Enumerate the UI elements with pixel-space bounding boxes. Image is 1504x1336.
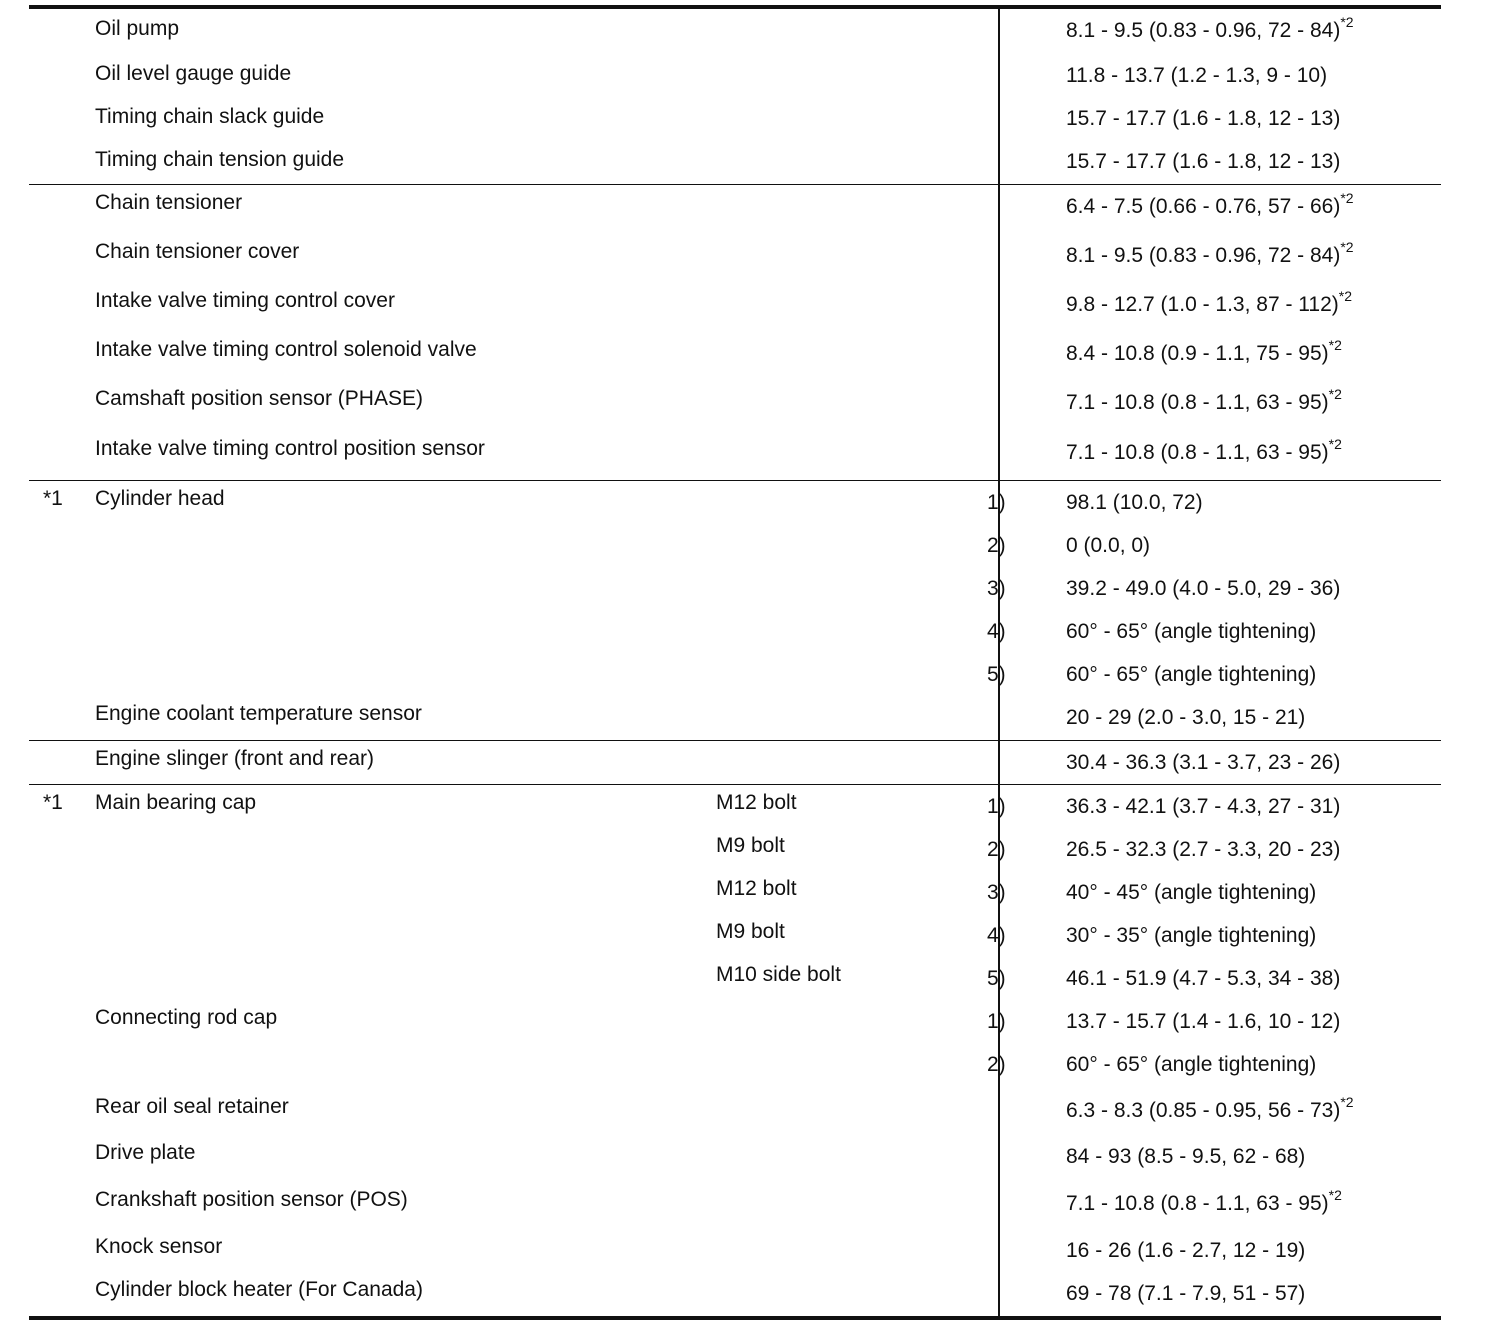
step-number: 5) (987, 967, 1006, 990)
item-name: Crankshaft position sensor (POS) (95, 1188, 408, 1211)
item-name: Chain tensioner (95, 191, 243, 214)
torque-value-text: 11.8 - 13.7 (1.2 - 1.3, 9 - 10) (1066, 64, 1328, 87)
table-row (29, 1272, 1441, 1316)
torque-value-text: 60° - 65° (angle tightening) (1066, 663, 1317, 686)
torque-value (1066, 1094, 1354, 1123)
note-mark: *1 (43, 791, 63, 814)
footnote-ref: *2 (1340, 1094, 1354, 1110)
torque-value-text: 26.5 - 32.3 (2.7 - 3.3, 20 - 23) (1066, 838, 1341, 861)
item-name: Oil pump (95, 17, 180, 40)
table-row (29, 610, 1441, 653)
step-number: 1) (987, 1010, 1006, 1033)
table-row (29, 1229, 1441, 1272)
step-number: 1) (987, 795, 1006, 818)
torque-value-text: 7.1 - 10.8 (0.8 - 1.1, 63 - 95) (1066, 441, 1329, 464)
torque-value-text: 39.2 - 49.0 (4.0 - 5.0, 29 - 36) (1066, 577, 1341, 600)
bolt-type: M9 bolt (716, 834, 785, 857)
footnote-ref: *2 (1338, 288, 1352, 304)
torque-value-text: 40° - 45° (angle tightening) (1066, 881, 1317, 904)
torque-value (1066, 190, 1354, 219)
torque-value-text: 46.1 - 51.9 (4.7 - 5.3, 34 - 38) (1066, 967, 1341, 990)
table-row (29, 1043, 1441, 1089)
footnote-ref: *2 (1340, 190, 1354, 206)
step-number: 4) (987, 620, 1006, 643)
torque-value-text: 36.3 - 42.1 (3.7 - 4.3, 27 - 31) (1066, 795, 1341, 818)
torque-value (1066, 663, 1316, 687)
step-number: 5) (987, 663, 1006, 686)
table-section (29, 784, 1441, 1316)
table-row (29, 567, 1441, 610)
torque-value (1066, 706, 1305, 730)
item-name: Intake valve timing control position sensor (95, 437, 485, 460)
table-row (29, 957, 1441, 1000)
step-number: 2) (987, 1053, 1006, 1076)
table-section (29, 480, 1441, 740)
table-section (29, 740, 1441, 784)
bolt-type: M12 bolt (716, 877, 797, 900)
torque-value-text: 98.1 (10.0, 72) (1066, 491, 1203, 514)
footnote-ref: *2 (1340, 239, 1354, 255)
item-name: Oil level gauge guide (95, 62, 292, 85)
torque-value-text: 15.7 - 17.7 (1.6 - 1.8, 12 - 13) (1066, 107, 1341, 130)
footnote-ref: *2 (1328, 386, 1342, 402)
torque-value (1066, 1010, 1340, 1034)
torque-value (1066, 386, 1342, 415)
table-row (29, 914, 1441, 957)
item-name: Cylinder head (95, 487, 225, 510)
step-number: 3) (987, 881, 1006, 904)
footnote-ref: *2 (1328, 1187, 1342, 1203)
footnote-ref: *2 (1328, 436, 1342, 452)
table-row (29, 785, 1441, 828)
torque-value-text: 8.1 - 9.5 (0.83 - 0.96, 72 - 84) (1066, 244, 1341, 267)
torque-value-text: 8.1 - 9.5 (0.83 - 0.96, 72 - 84) (1066, 19, 1341, 42)
table-row (29, 1000, 1441, 1043)
bolt-type: M9 bolt (716, 920, 785, 943)
table-row (29, 185, 1441, 234)
torque-spec-table (29, 5, 1441, 1320)
torque-value (1066, 924, 1316, 948)
table-row (29, 1135, 1441, 1182)
torque-value (1066, 64, 1327, 88)
torque-value-text: 69 - 78 (7.1 - 7.9, 51 - 57) (1066, 1282, 1306, 1305)
bolt-type: M12 bolt (716, 791, 797, 814)
torque-value-text: 60° - 65° (angle tightening) (1066, 1053, 1317, 1076)
torque-value (1066, 577, 1340, 601)
bolt-type: M10 side bolt (716, 963, 841, 986)
item-name: Drive plate (95, 1141, 196, 1164)
table-row (29, 828, 1441, 871)
torque-value-text: 9.8 - 12.7 (1.0 - 1.3, 87 - 112) (1066, 293, 1339, 316)
item-name: Chain tensioner cover (95, 240, 300, 263)
torque-value (1066, 838, 1340, 862)
table-row (29, 332, 1441, 381)
torque-value-text: 20 - 29 (2.0 - 3.0, 15 - 21) (1066, 706, 1306, 729)
torque-value (1066, 1239, 1305, 1263)
torque-value (1066, 1145, 1305, 1169)
torque-value (1066, 239, 1354, 268)
table-row (29, 140, 1441, 184)
item-name: Intake valve timing control solenoid valve (95, 338, 477, 361)
table-row (29, 234, 1441, 283)
step-number: 2) (987, 534, 1006, 557)
table-row (29, 741, 1441, 784)
table-row (29, 54, 1441, 97)
item-name: Engine coolant temperature sensor (95, 702, 422, 725)
item-name: Engine slinger (front and rear) (95, 747, 374, 770)
step-number: 3) (987, 577, 1006, 600)
item-name: Connecting rod cap (95, 1006, 278, 1029)
torque-value-text: 6.4 - 7.5 (0.66 - 0.76, 57 - 66) (1066, 195, 1341, 218)
torque-value (1066, 337, 1342, 366)
table-row (29, 653, 1441, 696)
footnote-ref: *2 (1340, 14, 1354, 30)
table-row (29, 1089, 1441, 1135)
table-row (29, 283, 1441, 332)
torque-value-text: 13.7 - 15.7 (1.4 - 1.6, 10 - 12) (1066, 1010, 1341, 1033)
torque-value-text: 7.1 - 10.8 (0.8 - 1.1, 63 - 95) (1066, 1192, 1329, 1215)
table-row (29, 524, 1441, 567)
footnote-ref: *2 (1328, 337, 1342, 353)
torque-value (1066, 107, 1340, 131)
torque-value (1066, 795, 1340, 819)
item-name: Knock sensor (95, 1235, 223, 1258)
item-name: Main bearing cap (95, 791, 257, 814)
torque-value-text: 15.7 - 17.7 (1.6 - 1.8, 12 - 13) (1066, 150, 1341, 173)
item-name: Timing chain tension guide (95, 148, 345, 171)
table-row (29, 696, 1441, 740)
table-section (29, 9, 1441, 184)
table-row (29, 1182, 1441, 1229)
item-name: Timing chain slack guide (95, 105, 325, 128)
torque-value (1066, 620, 1316, 644)
torque-value (1066, 751, 1340, 775)
table-row (29, 871, 1441, 914)
torque-value (1066, 491, 1203, 515)
torque-value-text: 6.3 - 8.3 (0.85 - 0.95, 56 - 73) (1066, 1099, 1341, 1122)
torque-value (1066, 534, 1150, 558)
item-name: Rear oil seal retainer (95, 1095, 289, 1118)
torque-value-text: 0 (0.0, 0) (1066, 534, 1151, 557)
torque-value-text: 60° - 65° (angle tightening) (1066, 620, 1317, 643)
step-number: 1) (987, 491, 1006, 514)
torque-value-text: 8.4 - 10.8 (0.9 - 1.1, 75 - 95) (1066, 342, 1329, 365)
item-name: Camshaft position sensor (PHASE) (95, 387, 423, 410)
torque-value-text: 16 - 26 (1.6 - 2.7, 12 - 19) (1066, 1239, 1306, 1262)
torque-value (1066, 1053, 1316, 1077)
table-section (29, 184, 1441, 480)
step-number: 4) (987, 924, 1006, 947)
torque-value-text: 7.1 - 10.8 (0.8 - 1.1, 63 - 95) (1066, 391, 1329, 414)
torque-value-text: 30.4 - 36.3 (3.1 - 3.7, 23 - 26) (1066, 751, 1341, 774)
torque-value (1066, 881, 1316, 905)
torque-value (1066, 288, 1352, 317)
step-number: 2) (987, 838, 1006, 861)
note-mark: *1 (43, 487, 63, 510)
torque-value (1066, 967, 1340, 991)
torque-value-text: 84 - 93 (8.5 - 9.5, 62 - 68) (1066, 1145, 1306, 1168)
table-row (29, 97, 1441, 140)
item-name: Intake valve timing control cover (95, 289, 395, 312)
item-name: Cylinder block heater (For Canada) (95, 1278, 423, 1301)
table-row (29, 431, 1441, 480)
table-row (29, 9, 1441, 54)
torque-value-text: 30° - 35° (angle tightening) (1066, 924, 1317, 947)
torque-value (1066, 150, 1340, 174)
torque-value (1066, 1282, 1305, 1306)
torque-value (1066, 14, 1354, 43)
table-row (29, 381, 1441, 431)
torque-value (1066, 1187, 1342, 1216)
table-row (29, 481, 1441, 524)
torque-value (1066, 436, 1342, 465)
